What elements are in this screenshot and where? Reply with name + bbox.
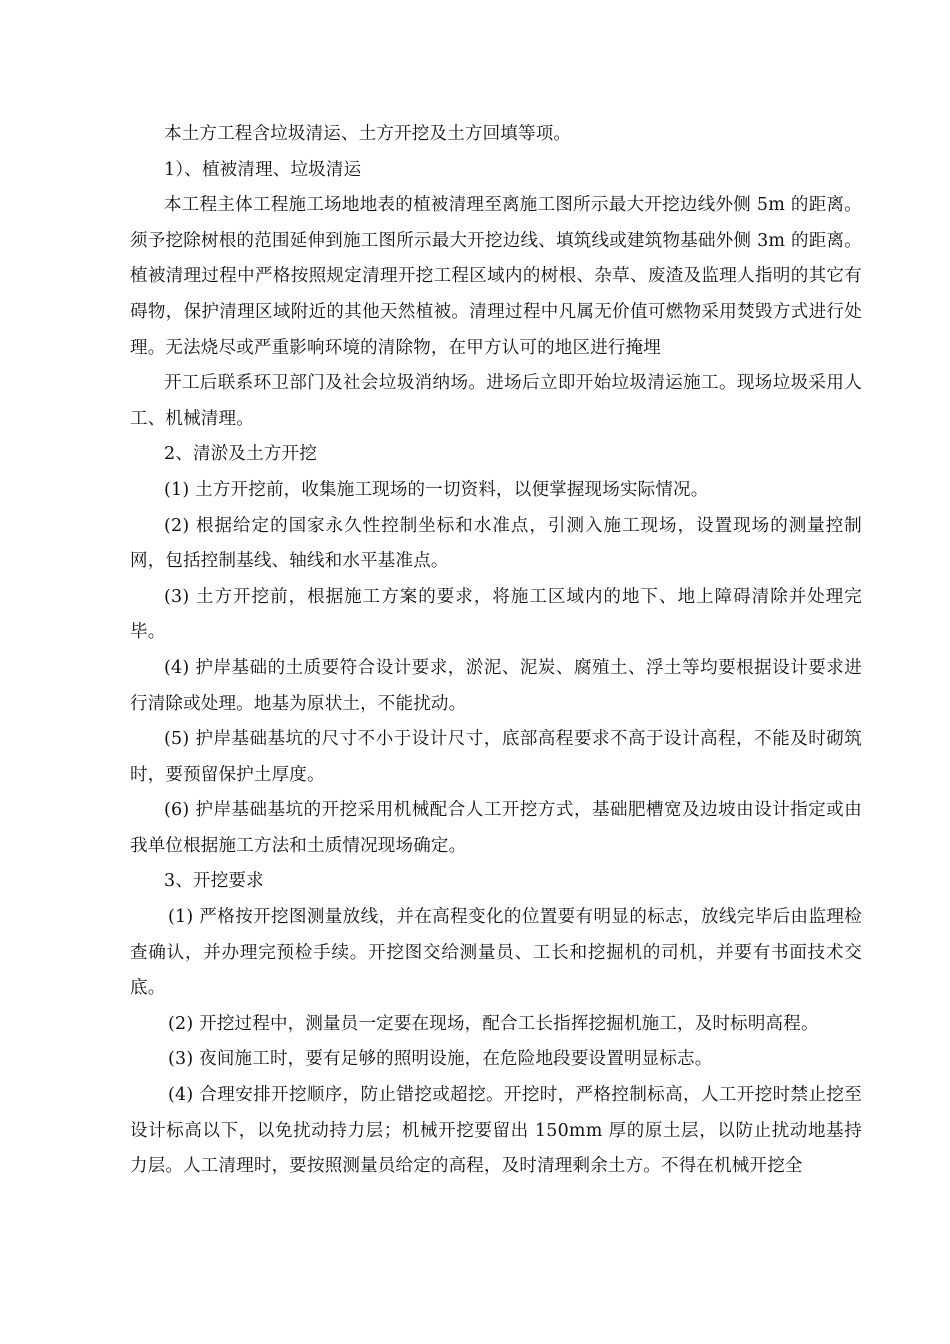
excavation-item-2: (2) 根据给定的国家永久性控制坐标和水准点，引测入施工现场，设置现场的测量控制网，包括控制基线、轴线和水平基准点。 xyxy=(130,515,862,572)
requirement-item-2: (2) 开挖过程中，测量员一定要在现场，配合工长指挥挖掘机施工，及时标明高程。 xyxy=(168,1013,819,1034)
garbage-removal-paragraph: 开工后联系环卫部门及社会垃圾消纳场。进场后立即开始垃圾清运施工。现场垃圾采用人工、机械清理。 xyxy=(130,373,862,429)
excavation-item-4: (4) 护岸基础的土质要符合设计要求，淤泥、泥炭、腐殖土、浮土等均要根据设计要求进行清除或处理。地基为原状土，不能扰动。 xyxy=(130,657,862,714)
intro-paragraph: 本土方工程含垃圾清运、土方开挖及土方回填等项。 xyxy=(164,124,572,144)
excavation-item-3: (3) 土方开挖前，根据施工方案的要求，将施工区域内的地下、地上障碍清除并处理完毕。 xyxy=(130,586,862,643)
excavation-item-1: (1) 土方开挖前，收集施工现场的一切资料，以便掌握现场实际情况。 xyxy=(164,479,709,500)
requirement-item-1: (1) 严格按开挖图测量放线，并在高程变化的位置要有明显的标志，放线完毕后由监理检查确认，并办理完预检手续。开挖图交给测量员、工长和挖掘机的司机，并要有书面技术交底。 xyxy=(130,907,862,999)
requirement-item-3: (3) 夜间施工时，要有足够的照明设施，在危险地段要设置明显标志。 xyxy=(168,1049,713,1070)
section-heading-excavation-requirements: 3、开挖要求 xyxy=(164,871,264,892)
document-body xyxy=(130,117,862,1185)
vegetation-clearing-paragraph: 本工程主体工程施工场地地表的植被清理至离施工图所示最大开挖边线外侧 5m 的距离。须予挖除树根的范围延伸到施工图所示最大开挖边线、填筑线或建筑物基础外侧 3m 的距离。植被清理过程中严格按照规定清理开挖工程区域内的树根、杂草、废渣及监理人指明的其它有碍物，保护清理区域附近的其他天然植被。清理过程中凡属无价值可燃物采用焚毁方式进行处理。无法烧尽或严重影响环境的清除物，在甲方认可的地区进行掩埋 xyxy=(130,195,862,358)
excavation-item-6: (6) 护岸基础基坑的开挖采用机械配合人工开挖方式，基础肥槽宽及边坡由设计指定或由我单位根据施工方法和土质情况现场确定。 xyxy=(130,800,862,856)
section-heading-dredging-excavation: 2、清淤及土方开挖 xyxy=(164,444,317,465)
requirement-item-4: (4) 合理安排开挖顺序，防止错挖或超挖。开挖时，严格控制标高，人工开挖时禁止挖至设计标高以下，以免扰动持力层；机械开挖要留出 150mm 厚的原土层，以防止扰动地基持力层。人工清理时，要按照测量员给定的高程，及时清理剩余土方。不得在机械开挖全 xyxy=(130,1085,862,1177)
excavation-item-5: (5) 护岸基础基坑的尺寸不小于设计尺寸，底部高程要求不高于设计高程，不能及时砌筑时，要预留保护土厚度。 xyxy=(130,729,862,785)
section-heading-vegetation-clearing: 1）、植被清理、垃圾清运 xyxy=(164,159,362,180)
